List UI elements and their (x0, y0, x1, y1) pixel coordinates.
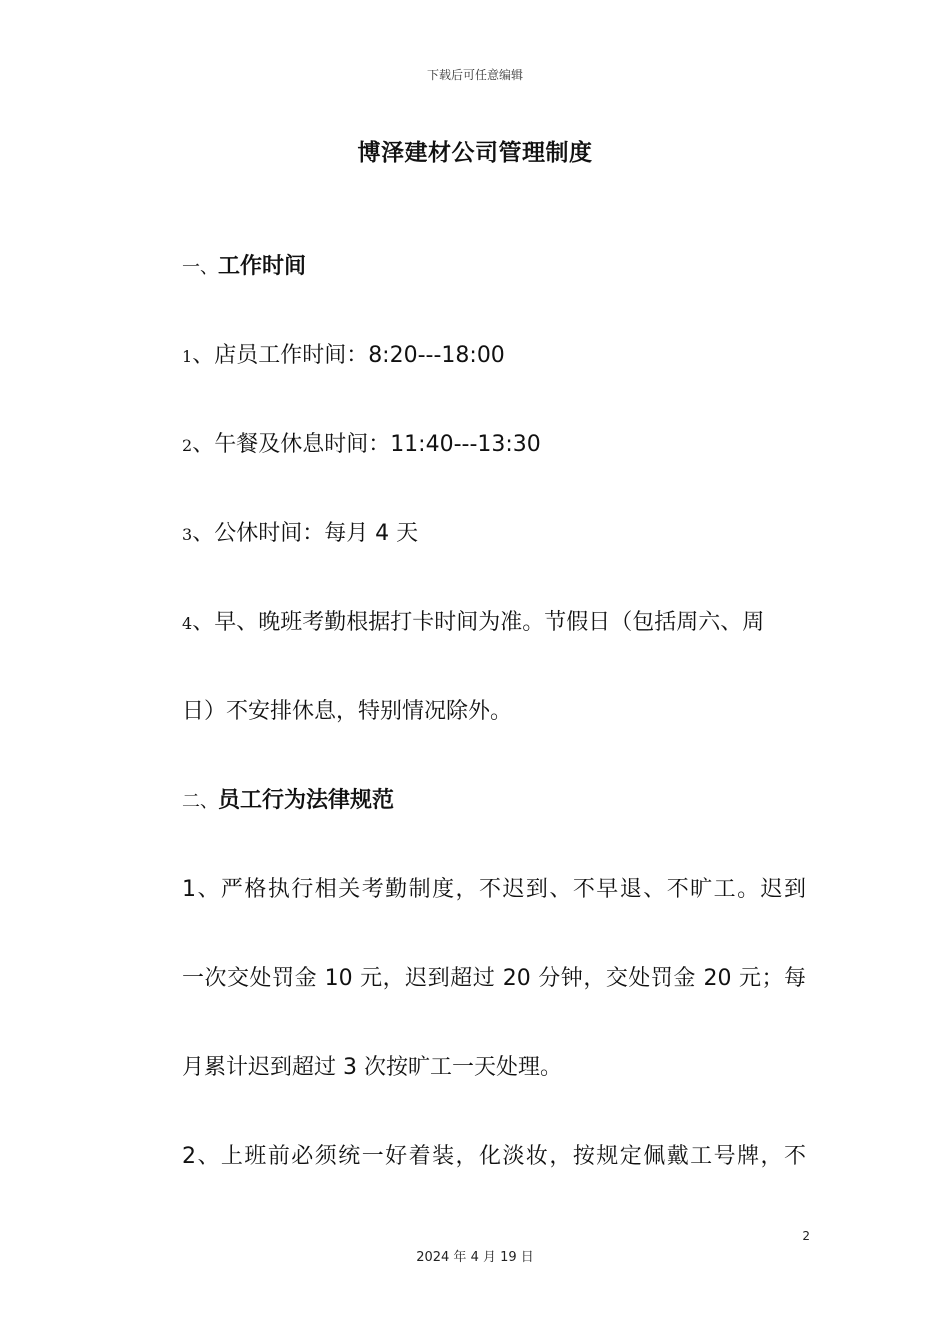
item-number: 1 (182, 347, 193, 366)
item-number: 4 (182, 614, 193, 633)
section-heading-work-hours (182, 222, 812, 311)
item-number: 2 (182, 436, 193, 455)
section-marker: 一、 (182, 257, 218, 278)
list-item (182, 578, 812, 667)
list-item-continuation (182, 667, 812, 756)
document-body (182, 222, 812, 1201)
list-item (182, 845, 812, 934)
item-text: 一次交处罚金 10 元，迟到超过 20 分钟，交处罚金 20 元；每 (182, 966, 806, 991)
list-item (182, 489, 812, 578)
section-marker: 二、 (182, 791, 218, 812)
item-text: 2、上班前必须统一好着装，化淡妆，按规定佩戴工号牌，不 (182, 1144, 806, 1169)
item-text: 、店员工作时间：8:20---18:00 (192, 343, 505, 368)
page-number: 2 (802, 1229, 810, 1243)
list-item-continuation (182, 934, 812, 1023)
list-item-continuation (182, 1023, 812, 1112)
item-text: 月累计迟到超过 3 次按旷工一天处理。 (182, 1055, 562, 1080)
item-text: 1、严格执行相关考勤制度，不迟到、不早退、不旷工。迟到 (182, 877, 806, 902)
item-text: 、午餐及休息时间：11:40---13:30 (192, 432, 541, 457)
section-title: 工作时间 (218, 254, 307, 279)
item-text: 、早、晚班考勤根据打卡时间为准。节假日（包括周六、周 (192, 610, 765, 635)
item-text: 、公休时间：每月 4 天 (192, 521, 419, 546)
page-header: 下载后可任意编辑 (426, 68, 523, 82)
item-number: 3 (182, 525, 193, 544)
document-title: 博泽建材公司管理制度 (357, 140, 593, 166)
list-item (182, 400, 812, 489)
list-item (182, 1112, 812, 1201)
list-item (182, 311, 812, 400)
page-footer-date: 2024 年 4 月 19 日 (416, 1250, 534, 1265)
item-text: 日）不安排休息，特别情况除外。 (182, 699, 513, 724)
section-title: 员工行为法律规范 (218, 788, 395, 813)
section-heading-conduct (182, 756, 812, 845)
